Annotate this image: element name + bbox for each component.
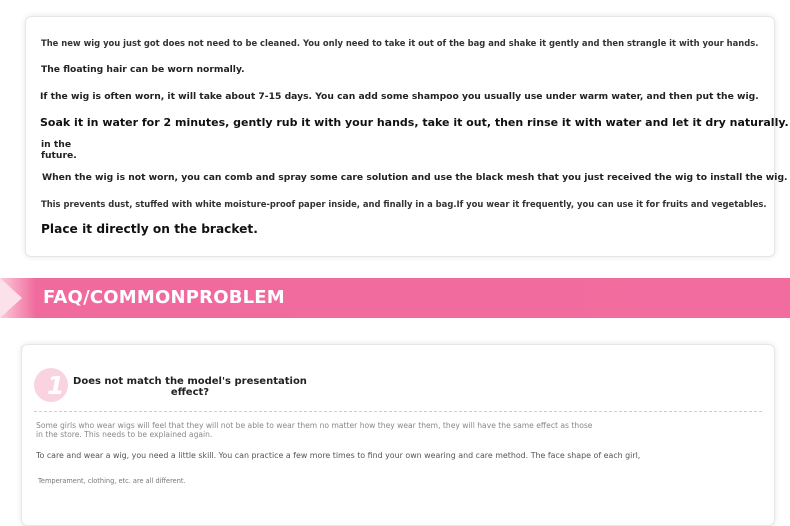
care-line-5: in the [41, 139, 72, 150]
number-badge [34, 368, 68, 402]
care-line-6: future. [41, 150, 77, 161]
care-instructions-card [25, 16, 789, 257]
faq-answer-line-3: To care and wear a wig, you need a little skill. You can practice a few more times to find your own wearing and care method. The face shape of each girl, [36, 451, 641, 460]
faq-question-line-1: Does not match the model's presentation [73, 376, 307, 387]
faq-question-line-2: effect? [170, 387, 210, 398]
banner-notch [0, 278, 22, 318]
care-line-9: Place it directly on the bracket. [41, 222, 258, 236]
faq-banner-title: FAQ/COMMONPROBLEM [43, 287, 285, 308]
faq-answer-line-2: in the store. This needs to be explained again. [36, 430, 213, 439]
faq-question [70, 376, 310, 398]
faq-card [21, 344, 775, 526]
care-line-1: The new wig you just got does not need to be cleaned. You only need to take it out of the bag and shake it gently and then strangle it with your hands. [41, 38, 759, 48]
care-line-8: This prevents dust, stuffed with white moisture-proof paper inside, and finally in a bag.If you wear it frequently, you can use it for fruits and vegetables. [41, 199, 767, 209]
dashed-divider [34, 411, 762, 412]
faq-answer-line-4: Temperament, clothing, etc. are all different. [38, 477, 186, 485]
badge-number: 1 [47, 371, 65, 400]
care-line-4: Soak it in water for 2 minutes, gently rub it with your hands, take it out, then rinse it with water and let it dry naturally. [40, 116, 789, 129]
faq-answer-line-1: Some girls who wear wigs will feel that they will not be able to wear them no matter how they wear them, they will have the same effect as those [36, 421, 593, 430]
care-line-7: When the wig is not worn, you can comb and spray some care solution and use the black mesh that you just received the wig to install the wig. [42, 172, 788, 183]
care-line-2: The floating hair can be worn normally. [41, 64, 245, 75]
faq-banner [0, 278, 790, 318]
care-line-3: If the wig is often worn, it will take about 7-15 days. You can add some shampoo you usually use under warm water, and then put the wig. [40, 91, 759, 102]
